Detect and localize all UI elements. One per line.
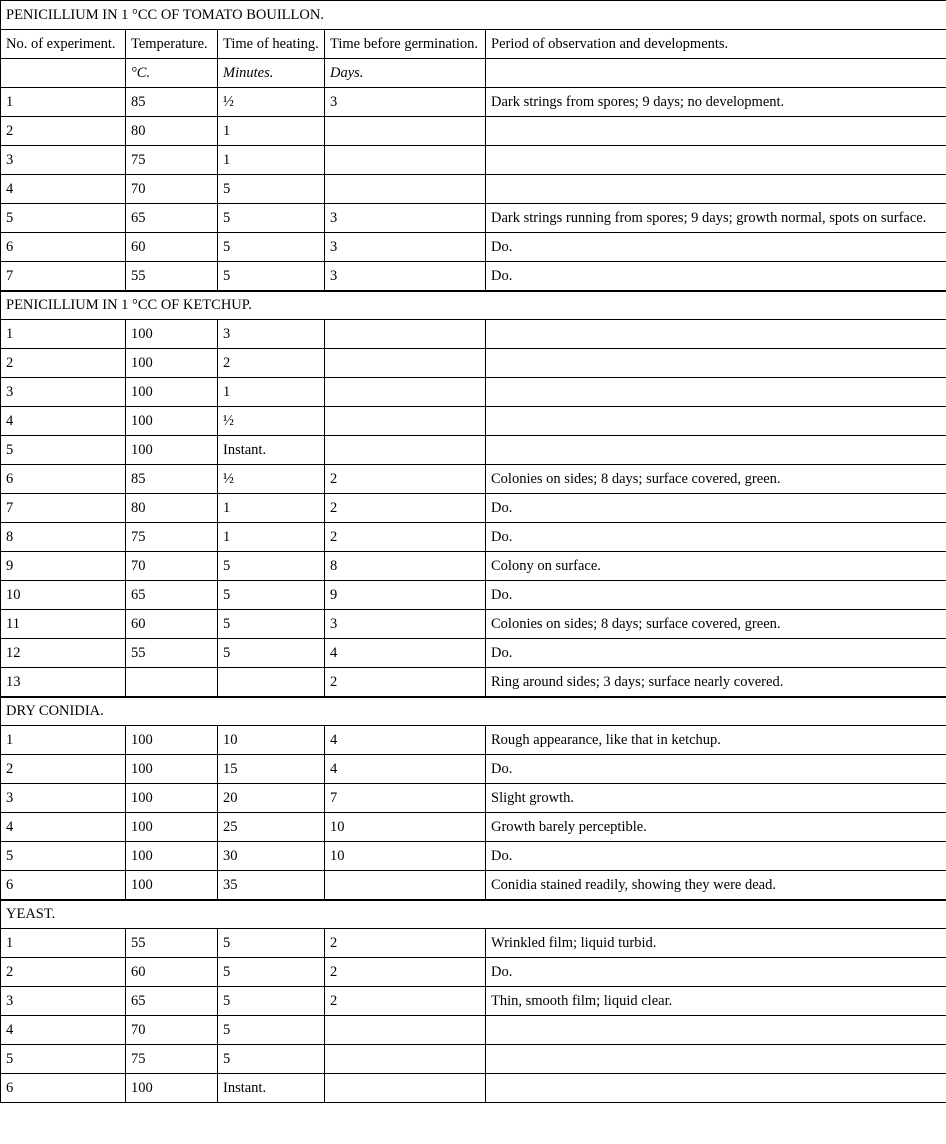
header-germination: Time before germination. — [325, 30, 486, 59]
cell-observation — [486, 1045, 946, 1074]
cell-temperature: 100 — [126, 436, 218, 465]
cell-heating: 5 — [218, 581, 325, 610]
cell-experiment: 4 — [1, 1016, 126, 1045]
header-heating: Time of heating. — [218, 30, 325, 59]
cell-experiment: 9 — [1, 552, 126, 581]
cell-observation: Growth barely perceptible. — [486, 813, 946, 842]
section-title: DRY CONIDIA. — [1, 697, 946, 726]
cell-experiment: 4 — [1, 407, 126, 436]
table-row — [1, 1016, 946, 1045]
table-row — [1, 88, 946, 117]
cell-temperature: 100 — [126, 349, 218, 378]
cell-temperature: 80 — [126, 117, 218, 146]
cell-observation: Dark strings from spores; 9 days; no development. — [486, 88, 946, 117]
cell-temperature: 100 — [126, 784, 218, 813]
cell-experiment: 12 — [1, 639, 126, 668]
cell-heating: 5 — [218, 175, 325, 204]
cell-experiment: 6 — [1, 871, 126, 900]
cell-temperature: 65 — [126, 204, 218, 233]
cell-germination: 7 — [325, 784, 486, 813]
table-row — [1, 755, 946, 784]
cell-observation — [486, 436, 946, 465]
table-row — [1, 639, 946, 668]
header-experiment: No. of experiment. — [1, 30, 126, 59]
cell-heating: 30 — [218, 842, 325, 871]
cell-temperature: 100 — [126, 726, 218, 755]
cell-experiment: 13 — [1, 668, 126, 697]
cell-temperature: 75 — [126, 523, 218, 552]
table-row — [1, 871, 946, 900]
cell-experiment: 6 — [1, 233, 126, 262]
table-row — [1, 262, 946, 291]
table-row — [1, 668, 946, 697]
table-row — [1, 175, 946, 204]
cell-observation: Dark strings running from spores; 9 days; growth normal, spots on surface. — [486, 204, 946, 233]
cell-heating: 5 — [218, 987, 325, 1016]
section-title: PENICILLIUM IN 1 °CC OF TOMATO BOUILLON. — [1, 1, 946, 30]
cell-heating: 1 — [218, 146, 325, 175]
cell-germination: 3 — [325, 262, 486, 291]
cell-germination: 10 — [325, 842, 486, 871]
cell-germination: 10 — [325, 813, 486, 842]
cell-experiment: 1 — [1, 726, 126, 755]
table-row — [1, 726, 946, 755]
cell-germination: 2 — [325, 465, 486, 494]
cell-temperature: 70 — [126, 175, 218, 204]
table-row — [1, 784, 946, 813]
cell-observation — [486, 1016, 946, 1045]
cell-observation: Ring around sides; 3 days; surface nearly covered. — [486, 668, 946, 697]
table-row — [1, 552, 946, 581]
cell-temperature: 100 — [126, 813, 218, 842]
cell-observation — [486, 146, 946, 175]
cell-experiment: 1 — [1, 88, 126, 117]
cell-germination: 2 — [325, 494, 486, 523]
cell-germination: 3 — [325, 610, 486, 639]
cell-experiment: 10 — [1, 581, 126, 610]
cell-observation: Do. — [486, 958, 946, 987]
unit-heating: Minutes. — [218, 59, 325, 88]
cell-heating: ½ — [218, 465, 325, 494]
cell-experiment: 5 — [1, 842, 126, 871]
table-row — [1, 813, 946, 842]
table-row — [1, 958, 946, 987]
cell-heating — [218, 668, 325, 697]
cell-heating: 10 — [218, 726, 325, 755]
cell-observation: Colonies on sides; 8 days; surface covered, green. — [486, 465, 946, 494]
cell-observation: Conidia stained readily, showing they were dead. — [486, 871, 946, 900]
cell-temperature: 100 — [126, 871, 218, 900]
cell-experiment: 4 — [1, 175, 126, 204]
cell-observation: Thin, smooth film; liquid clear. — [486, 987, 946, 1016]
cell-germination: 3 — [325, 88, 486, 117]
table-row — [1, 233, 946, 262]
cell-observation: Do. — [486, 581, 946, 610]
cell-experiment: 5 — [1, 436, 126, 465]
table-row — [1, 523, 946, 552]
cell-experiment: 1 — [1, 929, 126, 958]
cell-experiment: 3 — [1, 378, 126, 407]
table-row — [1, 494, 946, 523]
cell-experiment: 3 — [1, 146, 126, 175]
cell-germination: 9 — [325, 581, 486, 610]
cell-temperature: 100 — [126, 407, 218, 436]
cell-germination — [325, 1045, 486, 1074]
table-row — [1, 1045, 946, 1074]
table-row — [1, 436, 946, 465]
cell-heating: 5 — [218, 204, 325, 233]
cell-temperature: 100 — [126, 842, 218, 871]
cell-heating: 5 — [218, 639, 325, 668]
cell-observation: Slight growth. — [486, 784, 946, 813]
cell-germination: 2 — [325, 929, 486, 958]
cell-observation: Do. — [486, 233, 946, 262]
cell-observation: Rough appearance, like that in ketchup. — [486, 726, 946, 755]
cell-observation — [486, 378, 946, 407]
cell-germination — [325, 1074, 486, 1103]
table-row — [1, 204, 946, 233]
cell-experiment: 5 — [1, 1045, 126, 1074]
cell-heating: 5 — [218, 1045, 325, 1074]
cell-experiment: 7 — [1, 262, 126, 291]
cell-germination — [325, 378, 486, 407]
table-row — [1, 465, 946, 494]
cell-germination: 8 — [325, 552, 486, 581]
cell-temperature: 65 — [126, 987, 218, 1016]
cell-observation: Do. — [486, 494, 946, 523]
cell-heating: 1 — [218, 378, 325, 407]
cell-heating: 5 — [218, 929, 325, 958]
unit-experiment — [1, 59, 126, 88]
cell-observation: Do. — [486, 639, 946, 668]
cell-experiment: 4 — [1, 813, 126, 842]
cell-germination — [325, 349, 486, 378]
cell-temperature: 75 — [126, 1045, 218, 1074]
cell-heating: 5 — [218, 1016, 325, 1045]
cell-germination — [325, 175, 486, 204]
cell-heating: 1 — [218, 523, 325, 552]
cell-germination: 3 — [325, 204, 486, 233]
cell-germination — [325, 146, 486, 175]
cell-observation — [486, 349, 946, 378]
cell-temperature: 100 — [126, 1074, 218, 1103]
cell-germination: 2 — [325, 958, 486, 987]
section-title: PENICILLIUM IN 1 °CC OF KETCHUP. — [1, 291, 946, 320]
cell-experiment: 2 — [1, 755, 126, 784]
cell-germination — [325, 436, 486, 465]
table-row — [1, 581, 946, 610]
cell-experiment: 2 — [1, 117, 126, 146]
cell-heating: 35 — [218, 871, 325, 900]
cell-germination: 2 — [325, 987, 486, 1016]
table-row — [1, 407, 946, 436]
table-body — [1, 1, 946, 1103]
cell-temperature: 80 — [126, 494, 218, 523]
table-row — [1, 146, 946, 175]
cell-experiment: 3 — [1, 987, 126, 1016]
cell-heating: 15 — [218, 755, 325, 784]
cell-temperature: 75 — [126, 146, 218, 175]
cell-temperature — [126, 668, 218, 697]
cell-experiment: 6 — [1, 465, 126, 494]
section-title-row — [1, 697, 946, 726]
cell-germination: 2 — [325, 668, 486, 697]
cell-heating: 5 — [218, 552, 325, 581]
cell-observation: Do. — [486, 523, 946, 552]
table-row — [1, 610, 946, 639]
cell-temperature: 100 — [126, 378, 218, 407]
cell-observation — [486, 117, 946, 146]
section-title: YEAST. — [1, 900, 946, 929]
cell-heating: 20 — [218, 784, 325, 813]
cell-temperature: 60 — [126, 233, 218, 262]
cell-germination: 4 — [325, 726, 486, 755]
cell-temperature: 85 — [126, 465, 218, 494]
cell-observation: Wrinkled film; liquid turbid. — [486, 929, 946, 958]
cell-observation: Colony on surface. — [486, 552, 946, 581]
cell-experiment: 11 — [1, 610, 126, 639]
cell-temperature: 70 — [126, 552, 218, 581]
cell-temperature: 65 — [126, 581, 218, 610]
cell-observation: Do. — [486, 755, 946, 784]
cell-germination: 2 — [325, 523, 486, 552]
cell-heating: 2 — [218, 349, 325, 378]
cell-temperature: 55 — [126, 639, 218, 668]
cell-temperature: 55 — [126, 262, 218, 291]
cell-heating: 1 — [218, 494, 325, 523]
unit-germination: Days. — [325, 59, 486, 88]
cell-temperature: 60 — [126, 610, 218, 639]
cell-experiment: 6 — [1, 1074, 126, 1103]
table-row — [1, 117, 946, 146]
cell-heating: 3 — [218, 320, 325, 349]
cell-heating: 5 — [218, 233, 325, 262]
cell-observation — [486, 407, 946, 436]
cell-observation: Colonies on sides; 8 days; surface covered, green. — [486, 610, 946, 639]
unit-temperature: °C. — [126, 59, 218, 88]
cell-germination — [325, 1016, 486, 1045]
cell-germination — [325, 117, 486, 146]
cell-germination — [325, 871, 486, 900]
section-title-row — [1, 1, 946, 30]
cell-temperature: 70 — [126, 1016, 218, 1045]
cell-observation: Do. — [486, 842, 946, 871]
cell-experiment: 1 — [1, 320, 126, 349]
cell-germination — [325, 407, 486, 436]
cell-heating: ½ — [218, 407, 325, 436]
section-title-row — [1, 291, 946, 320]
cell-heating: 5 — [218, 610, 325, 639]
cell-observation — [486, 320, 946, 349]
cell-experiment: 3 — [1, 784, 126, 813]
cell-experiment: 5 — [1, 204, 126, 233]
units-row — [1, 59, 946, 88]
table-row — [1, 842, 946, 871]
section-title-row — [1, 900, 946, 929]
cell-experiment: 2 — [1, 958, 126, 987]
cell-temperature: 60 — [126, 958, 218, 987]
cell-experiment: 7 — [1, 494, 126, 523]
cell-temperature: 100 — [126, 755, 218, 784]
cell-observation: Do. — [486, 262, 946, 291]
cell-experiment: 8 — [1, 523, 126, 552]
cell-heating: 25 — [218, 813, 325, 842]
header-observation: Period of observation and developments. — [486, 30, 946, 59]
cell-temperature: 55 — [126, 929, 218, 958]
cell-heating: 5 — [218, 262, 325, 291]
cell-observation — [486, 175, 946, 204]
cell-temperature: 85 — [126, 88, 218, 117]
header-temperature: Temperature. — [126, 30, 218, 59]
table-row — [1, 1074, 946, 1103]
table-row — [1, 987, 946, 1016]
cell-germination — [325, 320, 486, 349]
table-row — [1, 349, 946, 378]
cell-heating: Instant. — [218, 436, 325, 465]
table-row — [1, 929, 946, 958]
table-row — [1, 320, 946, 349]
cell-heating: Instant. — [218, 1074, 325, 1103]
cell-experiment: 2 — [1, 349, 126, 378]
cell-heating: ½ — [218, 88, 325, 117]
table-row — [1, 378, 946, 407]
cell-observation — [486, 1074, 946, 1103]
header-row — [1, 30, 946, 59]
cell-temperature: 100 — [126, 320, 218, 349]
cell-germination: 3 — [325, 233, 486, 262]
cell-germination: 4 — [325, 639, 486, 668]
cell-heating: 5 — [218, 958, 325, 987]
cell-germination: 4 — [325, 755, 486, 784]
cell-heating: 1 — [218, 117, 325, 146]
unit-observation — [486, 59, 946, 88]
